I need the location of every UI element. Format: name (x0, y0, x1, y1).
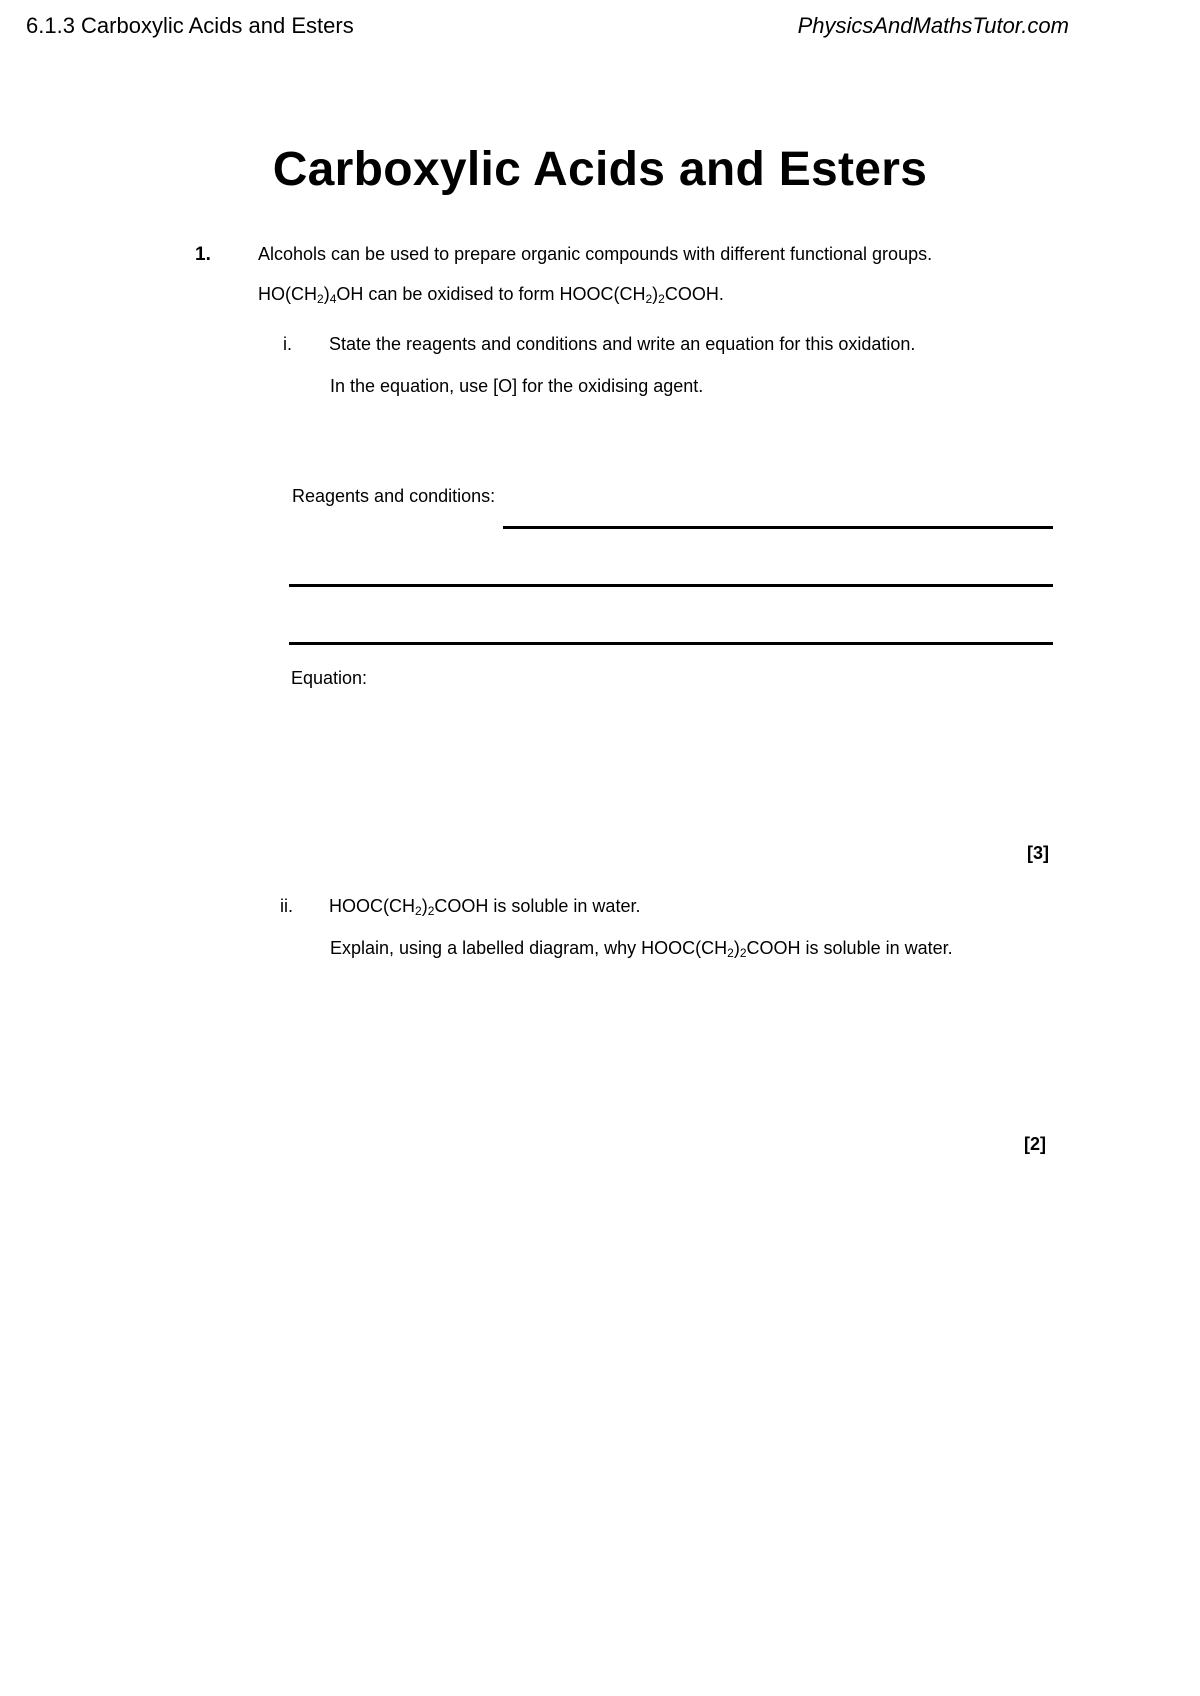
question-number: 1. (195, 244, 211, 265)
part-i-label: i. (283, 334, 292, 354)
page-header-topic: 6.1.3 Carboxylic Acids and Esters (26, 13, 354, 38)
part-i-instruction: State the reagents and conditions and write an equation for this oxidation. (329, 334, 916, 354)
part-ii-instruction: Explain, using a labelled diagram, why $HOOC(CH_2)_2COOH$ is soluble in water. (330, 938, 953, 960)
page-header-site: PhysicsAndMathsTutor.com (797, 13, 1069, 38)
answer-line-2 (289, 584, 1053, 587)
question-statement: $HO(CH_2)_4OH$ can be oxidised to form $HOOC(CH_2)_2COOH$. (258, 284, 724, 306)
answer-line-reagents (503, 526, 1053, 529)
part-ii-label: ii. (280, 896, 293, 916)
marks-part-i: [3] (1027, 843, 1049, 863)
part-ii-statement: $HOOC(CH_2)_2COOH$ is soluble in water. (329, 896, 641, 918)
part-i-instruction-note: In the equation, use [O] for the oxidising agent. (330, 376, 704, 396)
equation-label: Equation: (291, 668, 368, 688)
reagents-label: Reagents and conditions: (292, 486, 496, 506)
marks-part-ii: [2] (1024, 1134, 1046, 1154)
answer-line-3 (289, 642, 1053, 645)
page-title: Carboxylic Acids and Esters (272, 143, 928, 196)
question-intro: Alcohols can be used to prepare organic compounds with different functional groups. (258, 244, 933, 264)
